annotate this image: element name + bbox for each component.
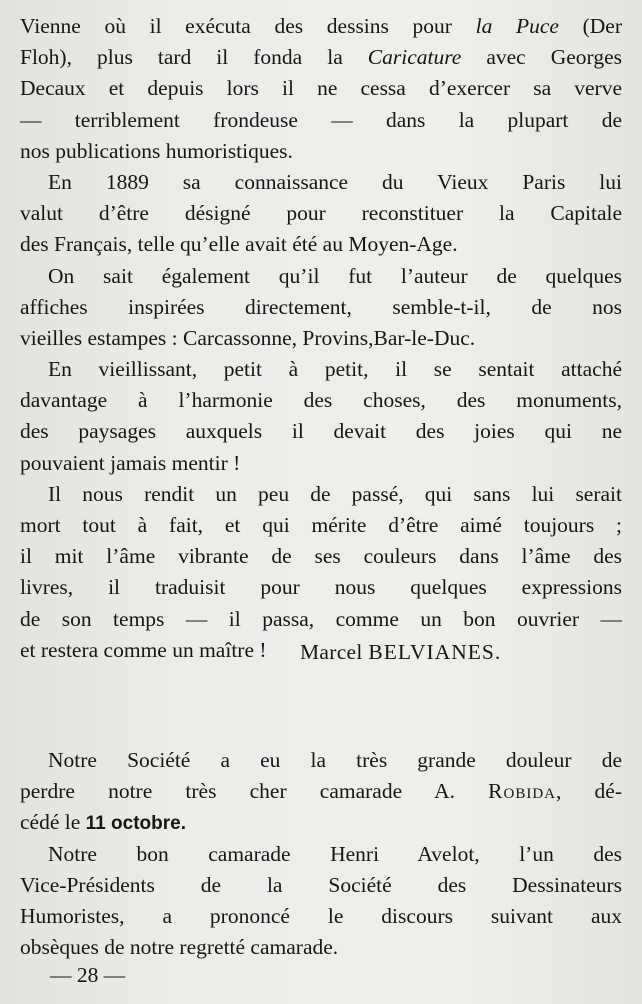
text-line [20, 932, 622, 963]
text-run: pouvaient jamais mentir ! [20, 450, 241, 475]
text-run: 11 octobre. [85, 813, 186, 835]
text-run: Decaux et depuis lors il ne cessa d’exercer sa verve [20, 76, 622, 101]
text-run: Vice-Présidents de la Société des Dessinateurs [20, 872, 622, 897]
text-line [20, 198, 622, 229]
text-line [20, 292, 622, 323]
text-run: En vieillissant, petit à petit, il se sentait attaché [48, 357, 622, 382]
text-line [20, 73, 622, 104]
text-run: perdre notre très cher camarade A. [20, 779, 489, 804]
text-run: cédé le [20, 810, 86, 835]
text-run: avec Georges [461, 45, 622, 70]
text-run: nos publications humoristiques. [20, 138, 293, 163]
text-run: la Puce [475, 14, 559, 38]
text-line [20, 572, 622, 603]
text-run: davantage à l’harmonie des choses, des monuments, [20, 388, 622, 413]
text-line [20, 136, 622, 167]
notice-text [20, 745, 622, 963]
text-run: livres, il traduisit pour nous quelques expressions [20, 575, 622, 600]
text-run: (Der [558, 14, 622, 38]
text-line [20, 167, 622, 198]
text-line [20, 604, 622, 635]
text-run: valut d’être désigné pour reconstituer la Capitale [20, 201, 622, 226]
signature-last-name: BELVIANES. [368, 640, 502, 664]
text-line [20, 385, 622, 416]
text-line [20, 745, 622, 776]
text-run: Vienne où il exécuta des dessins pour [20, 14, 476, 38]
text-line [20, 261, 622, 292]
text-line [20, 416, 622, 447]
text-line [20, 807, 622, 838]
text-run: , dé- [556, 779, 623, 804]
text-run: affiches inspirées directement, semble-t-il, de nos [20, 294, 622, 319]
text-run: de son temps — il passa, comme un bon ouvrier — [20, 606, 622, 631]
text-run: il mit l’âme vibrante de ses couleurs dans l’âme des [20, 544, 622, 569]
text-line [20, 839, 622, 870]
text-line [20, 870, 622, 901]
text-line [20, 42, 622, 73]
text-run: — terriblement frondeuse — dans la plupart de [20, 107, 622, 132]
signature [300, 637, 501, 668]
text-run: mort tout à fait, et qui mérite d’être aimé toujours ; [20, 513, 622, 537]
text-line [20, 354, 622, 385]
text-line [20, 11, 622, 42]
text-run: des Français, telle qu’elle avait été au Moyen-Age. [20, 232, 458, 257]
text-run: Robida [488, 779, 557, 804]
text-run: Notre bon camarade Henri Avelot, l’un des [48, 841, 622, 866]
text-line [20, 776, 622, 807]
text-run: On sait également qu’il fut l’auteur de quelques [48, 263, 622, 288]
text-run: vieilles estampes : Carcassonne, Provins,Bar-le-Duc. [20, 325, 476, 350]
text-run: Caricature [367, 45, 462, 70]
text-run: des paysages auxquels il devait des joies qui ne [20, 419, 622, 444]
text-run: et restera comme un maître ! [20, 637, 267, 662]
text-run: Il nous rendit un peu de passé, qui sans lui serait [48, 481, 622, 506]
text-line [20, 105, 622, 136]
text-run: Humoristes, a prononcé le discours suivant aux [20, 903, 622, 928]
text-run: En 1889 sa connaissance du Vieux Paris lui [48, 169, 622, 194]
text-run: obsèques de notre regretté camarade. [20, 935, 339, 960]
text-line [20, 323, 622, 354]
signature-first-name: Marcel [300, 640, 363, 664]
text-run: Floh), plus tard il fonda la [20, 45, 368, 70]
text-line [20, 229, 622, 260]
text-line [20, 510, 622, 541]
text-line [20, 541, 622, 572]
page-number: — 28 — [50, 963, 126, 987]
text-line [20, 901, 622, 932]
article-text [20, 11, 622, 666]
text-line [20, 479, 622, 510]
text-line [20, 448, 622, 479]
text-run: Notre Société a eu la très grande douleur de [48, 748, 622, 772]
